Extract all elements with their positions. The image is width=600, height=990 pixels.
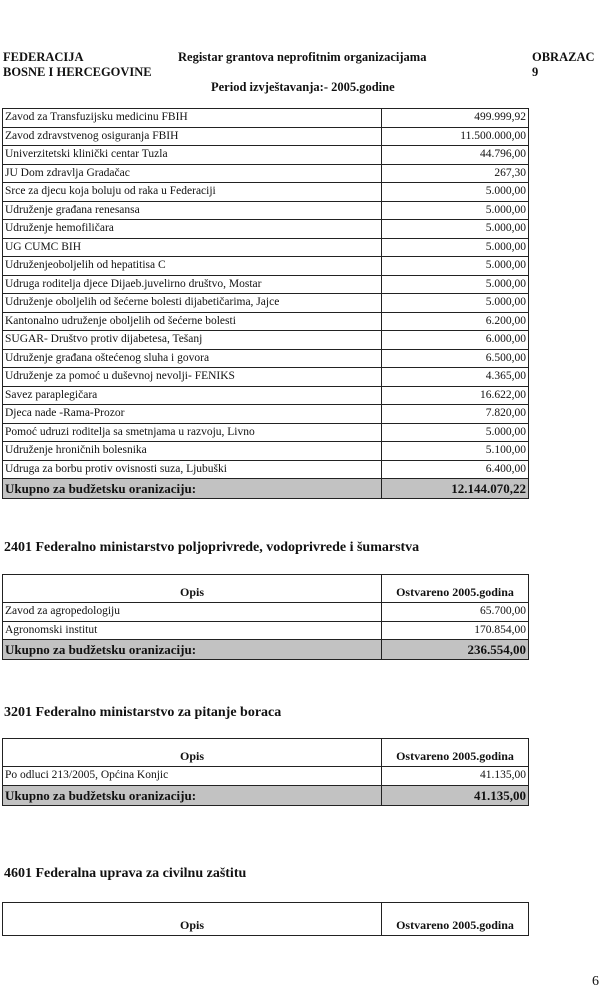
table-row xyxy=(3,146,529,165)
grant-recipient: Agronomski institut xyxy=(3,621,382,640)
table-header-row xyxy=(3,739,529,767)
grant-recipient: Zavod zdravstvenog osiguranja FBIH xyxy=(3,127,382,146)
org-name-line2: BOSNE I HERCEGOVINE xyxy=(3,65,152,79)
org-name-line1: FEDERACIJA xyxy=(3,50,84,64)
table-row xyxy=(3,275,529,294)
grant-amount: 7.820,00 xyxy=(382,405,529,424)
table-row xyxy=(3,349,529,368)
grant-amount: 5.000,00 xyxy=(382,183,529,202)
grant-amount: 41.135,00 xyxy=(382,767,529,786)
grants-table-1 xyxy=(2,108,529,499)
table-header-row xyxy=(3,903,529,936)
grant-amount: 6.200,00 xyxy=(382,312,529,331)
grant-recipient: Savez paraplegičara xyxy=(3,386,382,405)
total-amount: 41.135,00 xyxy=(382,785,529,805)
grant-recipient: Udruženje građana renesansa xyxy=(3,201,382,220)
total-label: Ukupno za budžetsku oranizaciju: xyxy=(3,640,382,660)
table-row xyxy=(3,331,529,350)
grant-amount: 4.365,00 xyxy=(382,368,529,387)
grants-table-2401 xyxy=(2,574,529,660)
column-header-ostvareno: Ostvareno 2005.godina xyxy=(382,739,529,767)
grant-amount: 5.000,00 xyxy=(382,294,529,313)
table-row xyxy=(3,294,529,313)
reporting-period: Period izvještavanja:- 2005.godine xyxy=(211,80,395,94)
total-row xyxy=(3,785,529,805)
grant-amount: 5.000,00 xyxy=(382,201,529,220)
table-row xyxy=(3,368,529,387)
grant-recipient: Udruga za borbu protiv ovisnosti suza, Ljubuški xyxy=(3,460,382,479)
section-title-3201: 3201 Federalno ministarstvo za pitanje boraca xyxy=(4,705,282,720)
grant-amount: 5.000,00 xyxy=(382,275,529,294)
grant-amount: 44.796,00 xyxy=(382,146,529,165)
grant-amount: 170.854,00 xyxy=(382,621,529,640)
column-header-opis: Opis xyxy=(3,739,382,767)
grant-amount: 6.500,00 xyxy=(382,349,529,368)
grant-amount: 6.000,00 xyxy=(382,331,529,350)
grant-amount: 5.100,00 xyxy=(382,442,529,461)
grant-recipient: Udruženje hemofiličara xyxy=(3,220,382,239)
column-header-ostvareno: Ostvareno 2005.godina xyxy=(382,903,529,936)
grant-amount: 499.999,92 xyxy=(382,109,529,128)
grant-recipient: Udruženje oboljelih od šećerne bolesti dijabetičarima, Jajce xyxy=(3,294,382,313)
grant-recipient: Kantonalno udruženje oboljelih od šećerne bolesti xyxy=(3,312,382,331)
table-row xyxy=(3,201,529,220)
grant-recipient: UG CUMC BIH xyxy=(3,238,382,257)
grants-table-4601 xyxy=(2,902,529,936)
column-header-opis: Opis xyxy=(3,575,382,603)
table-row xyxy=(3,312,529,331)
grant-recipient: JU Dom zdravlja Gradačac xyxy=(3,164,382,183)
table-row xyxy=(3,109,529,128)
grant-recipient: Zavod za agropedologiju xyxy=(3,603,382,622)
document-title: Registar grantova neprofitnim organizacijama xyxy=(178,50,427,64)
grant-recipient: Univerzitetski klinički centar Tuzla xyxy=(3,146,382,165)
table-row xyxy=(3,220,529,239)
table-row xyxy=(3,405,529,424)
grant-recipient: Udruženjeoboljelih od hepatitisa C xyxy=(3,257,382,276)
table-row xyxy=(3,127,529,146)
grant-amount: 5.000,00 xyxy=(382,257,529,276)
grant-amount: 65.700,00 xyxy=(382,603,529,622)
table-row xyxy=(3,386,529,405)
total-label: Ukupno za budžetsku oranizaciju: xyxy=(3,479,382,499)
grant-recipient: Udruženje hroničnih bolesnika xyxy=(3,442,382,461)
grants-table-3201 xyxy=(2,738,529,806)
grant-amount: 11.500.000,00 xyxy=(382,127,529,146)
grant-amount: 6.400,00 xyxy=(382,460,529,479)
column-header-opis: Opis xyxy=(3,903,382,936)
grant-amount: 5.000,00 xyxy=(382,238,529,257)
section-title-4601: 4601 Federalna uprava za civilnu zaštitu xyxy=(4,866,247,881)
table-row xyxy=(3,621,529,640)
table-row xyxy=(3,238,529,257)
grant-amount: 16.622,00 xyxy=(382,386,529,405)
total-amount: 12.144.070,22 xyxy=(382,479,529,499)
grant-recipient: SUGAR- Društvo protiv dijabetesa, Tešanj xyxy=(3,331,382,350)
grant-recipient: Udruženje za pomoć u duševnoj nevolji- FENIKS xyxy=(3,368,382,387)
grant-recipient: Srce za djecu koja boluju od raka u Federaciji xyxy=(3,183,382,202)
total-row xyxy=(3,479,529,499)
table-row xyxy=(3,603,529,622)
grant-amount: 5.000,00 xyxy=(382,423,529,442)
total-row xyxy=(3,640,529,660)
grant-recipient: Djeca nade -Rama-Prozor xyxy=(3,405,382,424)
table-row xyxy=(3,442,529,461)
grant-amount: 267,30 xyxy=(382,164,529,183)
grant-recipient: Po odluci 213/2005, Općina Konjic xyxy=(3,767,382,786)
total-amount: 236.554,00 xyxy=(382,640,529,660)
table-row xyxy=(3,164,529,183)
section-title-2401: 2401 Federalno ministarstvo poljoprivrede, vodoprivrede i šumarstva xyxy=(4,540,420,555)
table-row xyxy=(3,423,529,442)
table-header-row xyxy=(3,575,529,603)
grant-amount: 5.000,00 xyxy=(382,220,529,239)
grant-recipient: Zavod za Transfuzijsku medicinu FBIH xyxy=(3,109,382,128)
page-number: 6 xyxy=(592,974,599,989)
total-label: Ukupno za budžetsku oranizaciju: xyxy=(3,785,382,805)
table-row xyxy=(3,460,529,479)
table-row xyxy=(3,767,529,786)
grant-recipient: Udruga roditelja djece Dijaeb.juvelirno društvo, Mostar xyxy=(3,275,382,294)
form-number: OBRAZAC 9 xyxy=(532,50,595,79)
grant-recipient: Udruženje građana oštećenog sluha i govora xyxy=(3,349,382,368)
column-header-ostvareno: Ostvareno 2005.godina xyxy=(382,575,529,603)
org-name xyxy=(3,50,152,80)
table-row xyxy=(3,183,529,202)
table-row xyxy=(3,257,529,276)
grant-recipient: Pomoć udruzi roditelja sa smetnjama u razvoju, Livno xyxy=(3,423,382,442)
